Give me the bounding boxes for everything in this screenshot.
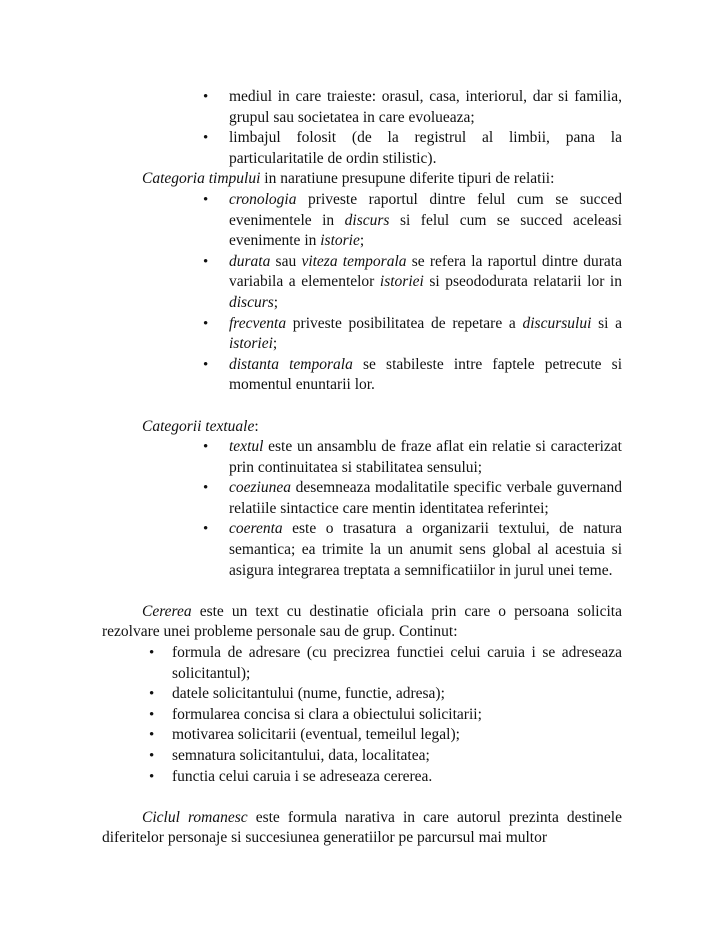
bullet-list-timpului [102,190,622,396]
bullet-icon: • [149,645,155,662]
bullet-icon: • [203,191,209,208]
list-item: • semnatura solicitantului, data, localitatea; [102,746,622,767]
bullet-icon: • [203,356,209,373]
section-heading-timpului: Categoria timpului in naratiune presupune diferite tipuri de relatii: [142,170,555,188]
bullet-icon: • [203,315,209,332]
bullet-icon: • [203,521,209,538]
bullet-icon: • [149,748,155,764]
list-item: • mediul in care traieste: orasul, casa, interiorul, dar si familia, grupul sau societatea in care evolueaza; [203,88,622,126]
bullet-icon: • [203,253,209,270]
bullet-icon: • [203,439,209,456]
list-item: • durata sau viteza temporala se refera la raportul dintre durata variabila a elementelor istoriei si pseododurata relatarii lor in discurs; [203,252,622,311]
bullet-icon: • [203,480,209,497]
paragraph-cererea: Cererea este un text cu destinatie oficiala prin care o persoana solicita rezolvare unei probleme personale sau de grup. Continut: [102,602,622,641]
list-item: • cronologia priveste raportul dintre felul cum se succed evenimentele in discurs si felul cum se succed aceleasi evenimente in istorie; [203,190,622,250]
paragraph-gap [102,396,622,417]
bullet-icon: • [203,89,209,105]
list-item: • textul este un ansamblu de fraze aflat ein relatie si caracterizat prin continuitatea si stabilitatea sensului; [203,438,622,476]
bullet-icon: • [149,686,155,703]
list-item: • distanta temporala se stabileste intre faptele petrecute si momentul enuntarii lor. [203,355,623,394]
bullet-icon: • [149,768,155,785]
page-content [102,87,622,849]
bullet-icon: • [149,706,155,723]
paragraph-gap [102,787,622,808]
list-item: • coeziunea desemneaza modalitatile specific verbale guvernand relatiile sintactice care mentin identitatea referintei; [203,479,622,517]
list-item: • limbajul folosit (de la registrul al limbii, pana la particularitatile de ordin stilistic). [203,129,622,167]
list-item: • formularea concisa si clara a obiectului solicitarii; [102,705,622,726]
bullet-list-textuale [102,437,622,581]
list-item: • formula de adresare (cu precizrea functiei celui caruia i se adreseaza solicitantul); [149,644,622,682]
bullet-list-setting [102,87,622,169]
bullet-icon: • [149,727,155,744]
paragraph-ciclul: Ciclul romanesc este formula narativa in care autorul prezinta destinele diferitelor personaje si succesiunea generatiilor pe parcursul mai multor [102,808,622,847]
list-item: • coerenta este o trasatura a organizarii textului, de natura semantica; ea trimite la un anumit sens global al acestuia si asigura integrarea treptata a semnificatiilor in jurul unei teme. [203,520,622,579]
paragraph-gap [102,581,622,602]
section-heading-textuale: Categorii textuale: [142,417,259,435]
list-item: • motivarea solicitarii (eventual, temeilul legal); [102,725,622,746]
list-item: • frecventa priveste posibilitatea de repetare a discursului si a istoriei; [203,314,623,353]
bullet-icon: • [203,130,209,147]
bullet-list-cererea [102,643,622,787]
list-item: • functia celui caruia i se adreseaza cererea. [102,767,622,788]
list-item: • datele solicitantului (nume, functie, adresa); [102,684,622,705]
